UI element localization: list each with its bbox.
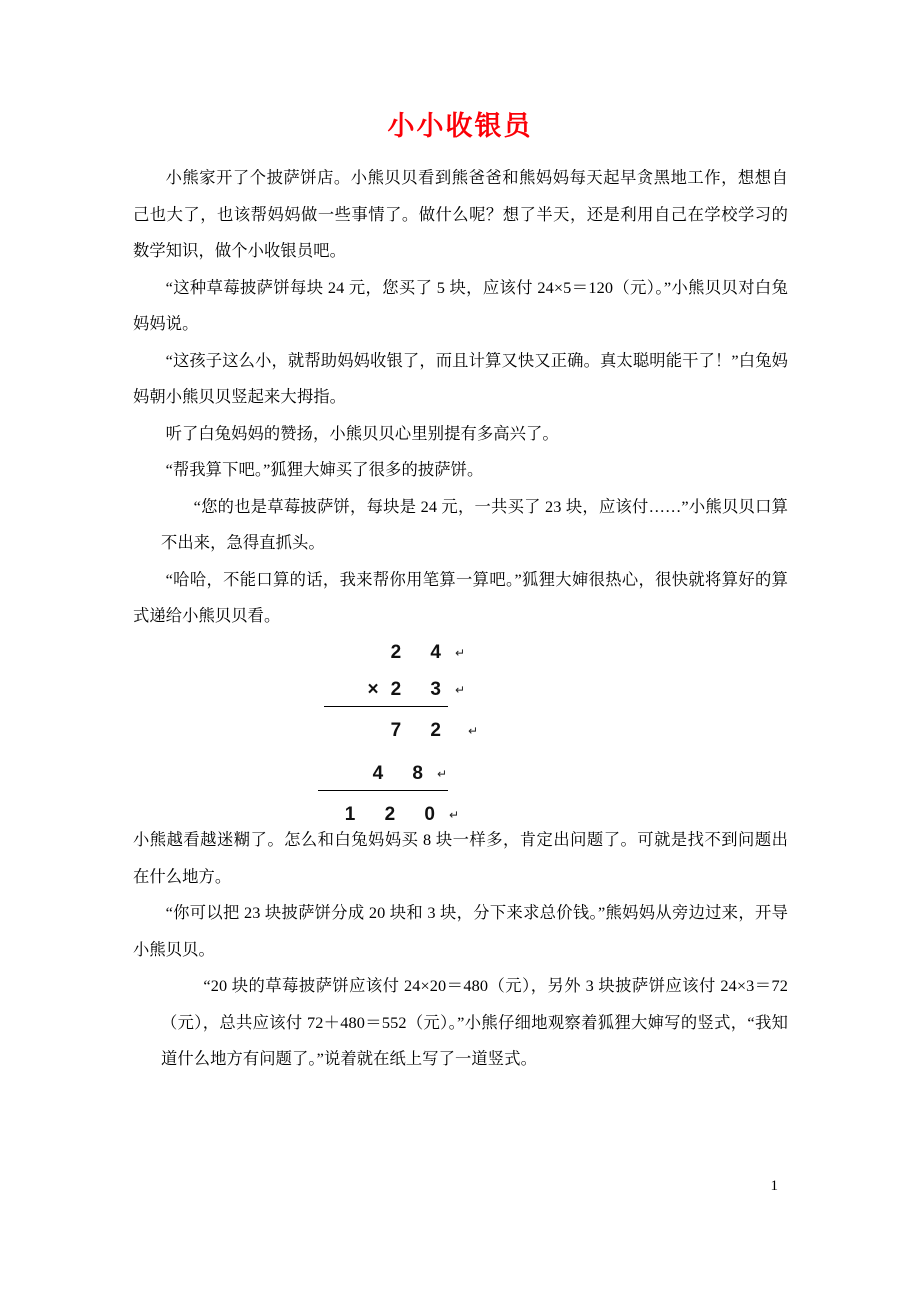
vcalc-partial-product-2: 4 8 [372,763,435,784]
vcalc-multiplicand: 2 4 [390,642,453,663]
page-title: 小小收银员 [387,111,533,141]
return-mark-icon: ↵ [437,767,448,781]
vcalc-row-partial-1 [335,712,535,749]
vcalc-partial-product-1: 7 2 [390,720,453,741]
paragraph-1: 小熊家开了个披萨饼店。小熊贝贝看到熊爸爸和熊妈妈每天起早贪黑地工作，想想自己也大了，也该帮妈妈做一些事情了。做什么呢？想了半天，还是利用自己在学校学习的数学知识，做个小收银员吧。 [133,168,788,260]
paragraph-5: “帮我算下吧。”狐狸大婶买了很多的披萨饼。 [165,460,484,479]
page-number: 1 [770,1178,778,1194]
return-mark-icon: ↵ [455,683,466,697]
vcalc-result: 1 2 0 [344,804,447,825]
paragraph-7: “哈哈，不能口算的话，我来帮你用笔算一算吧。”狐狸大婶很热心，很快就将算好的算式递给小熊贝贝看。 [133,569,788,625]
vcalc-multiplier: ×2 3 [367,679,453,700]
vcalc-rule-top [324,706,448,707]
paragraph-8: 小熊越看越迷糊了。怎么和白兔妈妈买 8 块一样多，肯定出问题了。可就是找不到问题出在什么地方。 [133,830,788,886]
return-mark-icon: ↵ [468,724,479,738]
paragraph-6: “您的也是草莓披萨饼，每块是 24 元，一共买了 23 块，应该付……”小熊贝贝口算不出来，急得直抓头。 [161,496,788,552]
body-text-column-lower [133,822,788,1078]
vcalc-row-multiplier [335,671,535,708]
body-text-column [133,160,788,635]
vcalc-rule-bottom [318,790,448,791]
vcalc-row-partial-2 [335,755,535,792]
paragraph-10: “20 块的草莓披萨饼应该付 24×20＝480（元），另外 3 块披萨饼应该付 24×3＝72（元），总共应该付 72＋480＝552（元）。”小熊仔细地观察着狐狸大婶写的竖式，“我知道什么地方有问题了。”说着就在纸上写了一道竖式。 [161,976,788,1068]
return-mark-icon: ↵ [455,646,466,660]
paragraph-3: “这孩子这么小，就帮助妈妈收银了，而且计算又快又正确。真太聪明能干了！”白兔妈妈朝小熊贝贝竖起来大拇指。 [133,350,788,406]
paragraph-4: 听了白兔妈妈的赞扬，小熊贝贝心里别提有多高兴了。 [165,423,559,443]
vcalc-row-multiplicand [335,634,535,671]
paragraph-9: “你可以把 23 块披萨饼分成 20 块和 3 块，分下来求总价钱。”熊妈妈从旁边过来，开导小熊贝贝。 [133,903,788,959]
vertical-multiplication [335,634,535,833]
paragraph-2: “这种草莓披萨饼每块 24 元，您买了 5 块，应该付 24×5＝120（元）。”小熊贝贝对白兔妈妈说。 [133,277,788,333]
return-mark-icon: ↵ [449,808,460,822]
